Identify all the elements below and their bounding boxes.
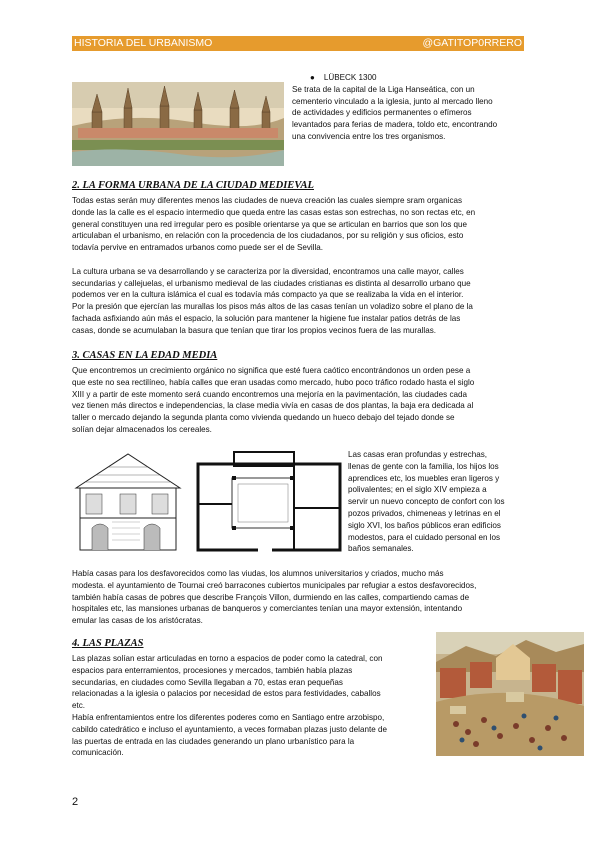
s4-line: cabildo catedrático e incluso el ayuntamiento, a veces formaban plazas justo delante de bbox=[72, 724, 387, 734]
s3-side-line: llenas de gente con la familia, los hijos los bbox=[348, 461, 499, 471]
s4-line: relacionadas a la iglesia o palacios por necesidad de estos para festividades, caballos bbox=[72, 689, 381, 699]
s3-line: solían dejar almacenados los cereales. bbox=[72, 424, 212, 434]
s3-line: que este no sea rectilíneo, había calles que eran usadas como mercado, hubo poco tráfico rodado hasta el siglo bbox=[72, 377, 475, 387]
page-number: 2 bbox=[72, 796, 79, 808]
section-4-body bbox=[72, 653, 432, 759]
s2-line: Todas estas serán muy diferentes menos las ciudades de nueva creación las cuales siempre sram organicas bbox=[72, 196, 463, 205]
lubeck-line: de actividades y edificios permanentes o efímeros bbox=[292, 108, 472, 118]
medieval-plaza-painting bbox=[436, 632, 584, 756]
s4-line: etc. bbox=[72, 701, 86, 711]
s3-side-line: baños semanales. bbox=[348, 544, 414, 554]
s3-line: emular las casas de los aristócratas. bbox=[72, 616, 203, 626]
lubeck-line: Se trata de la capital de la Liga Hanseática, con un bbox=[292, 84, 475, 94]
s3-side-line: servir un nuevo concepto de confort con los bbox=[348, 497, 505, 507]
bullet-dot: ● bbox=[310, 73, 315, 82]
section-3-body bbox=[72, 365, 532, 436]
section-3-heading: 3. CASAS EN LA EDAD MEDIA bbox=[72, 350, 218, 361]
s3-line: Que encontremos un crecimiento orgánico no significa que esté fuera caótico encontrándonos un orden pese a bbox=[72, 366, 471, 375]
s2-line: general constituyen una red irregular pero es posible orientarse ya que se articulan en barrios que son los que bbox=[72, 219, 468, 229]
lubeck-line: cementerio vinculado a la iglesia, junto al mercado lleno bbox=[292, 96, 493, 106]
s4-line: Las plazas solían estar articuladas en torno a espacios de poder como la catedral, con bbox=[72, 654, 383, 663]
s2-line: todavía pervive en entramados urbanos como puede ser el de Sevilla. bbox=[72, 243, 324, 253]
section-4-heading: 4. LAS PLAZAS bbox=[72, 638, 144, 649]
header-title: HISTORIA DEL URBANISMO bbox=[74, 37, 213, 49]
s2-line: podemos ver en la cultura islámica el cual es todavía más compacto ya que se realizaba la vida en el interior. bbox=[72, 290, 464, 300]
section-2-heading: 2. LA FORMA URBANA DE LA CIUDAD MEDIEVAL bbox=[72, 180, 314, 191]
lubeck-title: LÜBECK 1300 bbox=[323, 73, 377, 82]
s3-side-line: Las casas eran profundas y estrechas, bbox=[348, 450, 488, 459]
lubeck-city-engraving bbox=[72, 82, 284, 166]
s2-line: fachada asfixiando aún más el espacio, la solución para mantener la higiene fue instalar patios detrás de las bbox=[72, 313, 461, 323]
s3-line: XIII y a partir de este momento será cuando encontremos una mejoría en la pavimentación, las ciudades cada bbox=[72, 389, 468, 399]
medieval-house-floor-plan bbox=[194, 448, 344, 554]
lubeck-line: levantados para ferias de madera, toldo etc, encontrando bbox=[292, 120, 498, 130]
lubeck-description bbox=[292, 72, 532, 143]
s3-line: también había casas de pobres que describe François Villon, durmiendo en las calles, compartiendo camas de bbox=[72, 592, 470, 602]
s3-line: Había casas para los desfavorecidos como las viudas, los alumnos universitarios y criados, mucho más bbox=[72, 569, 444, 578]
s2-line: Por la presión que ejercían las murallas los pisos más altos de las casas tenían un voladizo sobre el plano de la bbox=[72, 302, 473, 312]
s3-line: hospitales etc, las mansiones urbanas de banqueros y comerciantes tenían una mayor extensión, intentando bbox=[72, 604, 463, 614]
s2-line: secundarias y callejuelas, el urbanismo medieval de las ciudades cristianas es distinta al desarrollo urbano que bbox=[72, 278, 471, 288]
s3-side-line: polivalentes; en el siglo XIV empieza a bbox=[348, 485, 487, 495]
section-3-side-text bbox=[348, 449, 534, 555]
lubeck-line: una convivencia entre los tres organismos. bbox=[292, 131, 446, 141]
s3-line: taller o mercado dejando la segunda planta como vivienda quedando un hueco debajo del tejado donde se bbox=[72, 413, 455, 423]
s4-line: espacios para enterramientos, procesiones y mercados, también había plazas bbox=[72, 665, 353, 675]
s2-line: La cultura urbana se va desarrollando y se caracteriza por la diversidad, encontramos una calle mayor, calles bbox=[72, 266, 464, 276]
s3-side-line: modestos, para el cuidado personal en los bbox=[348, 532, 501, 542]
s3-side-line: siglo XVI, los baños públicos eran edificios bbox=[348, 520, 501, 530]
header-handle: @GATITOP0RRERO bbox=[422, 37, 522, 49]
page-header bbox=[72, 36, 524, 51]
s2-line: casas, donde se acumulaban la basura que tenían que tirar los propios vecinos fuera de las murallas. bbox=[72, 325, 436, 335]
s3-line: modesta. el ayuntamiento de Tournai creó barracones cubiertos municipales par refugiar a estos desfavorecidos, bbox=[72, 580, 477, 590]
section-3-body-2 bbox=[72, 568, 532, 627]
s3-side-line: pozos privados, chimeneas y letrinas en el bbox=[348, 508, 501, 518]
s2-line: articulaban el urbanismo, en relación con la procedencia de los ciudadanos, por su religión y sus oficios, esto bbox=[72, 231, 464, 241]
s2-line: donde las la calle es el espacio intermedio que queda entre las casas estas son estrechas, no son rectas etc, en bbox=[72, 207, 476, 217]
s4-line: Había enfrentamientos entre los diferentes poderes como en Santiago entre arzobispo, bbox=[72, 712, 385, 722]
section-2-body bbox=[72, 195, 532, 337]
s3-line: vez tienen más directos e independencias, la clase media vivía en casas de dos plantas, la baja era dedicada al bbox=[72, 401, 474, 411]
s4-line: comunicación. bbox=[72, 748, 124, 758]
s4-line: las puertas de entrada en las ciudades generando un plano urbanístico para la bbox=[72, 736, 355, 746]
s3-side-line: aprendices etc, los muebles eran ligeros y bbox=[348, 473, 500, 483]
s4-line: secundarias, en ciudades como Sevilla llegaban a 70, estas eran pequeñas bbox=[72, 677, 343, 687]
medieval-house-section-drawing bbox=[72, 448, 184, 554]
